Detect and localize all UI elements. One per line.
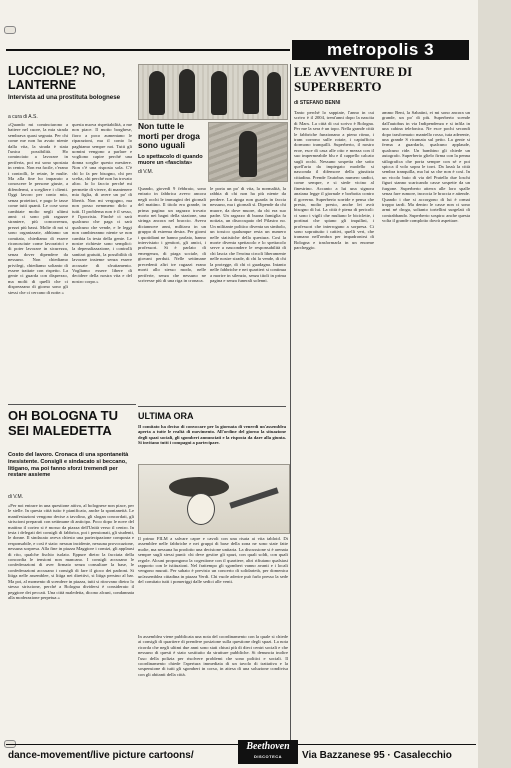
benni-col1: Tanto perché lo sappiate, l'anno in cui scrivo è il 2004, trent'anni dopo la nascita di Marx. La città di cui scrivo è Bologna. Per me la sera è un topo. Nella grande città le fabbriche funzionano a pieno ritmo, i tram corrono sulle rotaie, i capiufficio dormono tranquilli. Superberto, il nostro eroe, esce di casa alle otto e mezza con il suo impermeabile blu e il cappello calcato sugli occhi. Nessuno sospetta che sotto quell'aria da impiegato modello si nasconda il difensore della giustizia cittadina. Prende l'autobus numero undici, come sempre, e si siede vicino al finestrino. Accanto a lui una signora anziana legge il giornale e borbotta contro il governo. Superberto sorride e pensa che presto, molto presto, anche lei avrà bisogno di lui. La città è piena di pericoli: ci sono i vigili che multano le biciclette, i portinai che spiano gli inquilini, i professori che interrogano a sorpresa. Ci sono soprattutto i cattivi, quelli veri, che tramano nell'ombra per impadronirsi di Bologna e trasformarla in un enorme parcheggio. [294,110,374,251]
accident-photo [208,122,288,182]
photo-figure [149,71,165,115]
girl-illustration [138,464,290,534]
page-edge [478,0,511,768]
benni-title: LE AVVENTURE DI SUPERBERTO [294,64,413,94]
lucciole-headline-block [8,64,136,112]
morti-subtitle: Lo spettacolo di quando muore un «fascista» [138,153,203,167]
lucciole-subtitle: Intervista ad una prostituta bolognese [8,94,121,101]
photo-figure [211,71,227,115]
bologna-title: OH BOLOGNA TU SEI MALEDETTA [8,408,119,438]
benni-col2: ammo Beni, la Sabatini, ei mi sono ancora un grande, un po' di più. Superberto scende dall'autobus in via Indipendenza e si infila in una cabina telefonica. Ne esce pochi secondi dopo trasformato: mantello rosso, tuta aderente, una grande S ricamata sul petto. La gente si ferma a guardarlo, qualcuno applaude, qualcuno ride. Un bambino gli chiede un autografo. Superberto glielo firma con la penna stilografica che porta sempre con sé e poi spicca il volo sopra le torri. Da lassù la città sembra tranquilla, ma lui sa che non è così. In un vicolo buio di via del Pratello due loschi figuri stanno scaricando casse sospette da un furgone. Superberto atterra alle loro spalle senza fare rumore, incrocia le braccia e attende. Quando i due si accorgono di lui è ormai troppo tardi. Ma dentro le casse non ci sono armi né droga, soltanto tortellini surgelati di contrabbando. Superberto sospira: anche questa volta il grande complotto dovrà aspettare. [382,110,470,224]
ultima-ora-intro: Il comitato ha deciso di convocare per la giornata di venerdì un'assemblea aperta a tutte le realtà di movimento. All'ordine del giorno la situazione degli spazi sociali, gli sgomberi annunciati e la risposta da dare alla giunta. Si invitano tutti i compagni a partecipare. [138,424,286,446]
ultima-ora-col2: In assemblea viene pubblicata una nota del coordinamento con la quale si chiede ai consigli di quartiere di prendere posizione sulla questione degli spazi. La nota ricorda che negli ultimi due anni sono stati chiusi più di dieci centri sociali e che nessuno di questi è stato sostituito da strutture pubbliche. Si denuncia inoltre l'uso della polizia per risolvere problemi che sono politici e sociali. Il coordinamento chiede l'apertura immediata di un tavolo di trattativa e la sospensione di tutti gli sgomberi in corso, in attesa di una soluzione condivisa con gli abitanti della città. [138,634,288,677]
morti-body-bottom [138,738,288,739]
binder-hole [4,26,16,34]
morti-body-left: Quando, giovedì 9 febbraio, sono entrato in fabbrica avevo ancora negli occhi le immagini dei giornali del mattino. Il titolo era grande, in prima pagina: un ragazzo trovato morto nei bagni della stazione, una siringa ancora nel braccio. Aveva diciannove anni, militava in un gruppo di estrema destra. Per giorni i quotidiani ne hanno parlato, hanno intervistato i genitori, gli amici, i professori. Si è parlato di emergenza, di piaga sociale, di giovani perduti. Nelle settimane precedenti altri tre ragazzi erano morti allo stesso modo, nelle periferie, senza che nessuno ne scrivesse più di una riga in cronaca. [138,186,206,283]
footer-left-text: dance-movement/live picture cartoons/ [8,750,194,761]
bologna-byline: di V.M. [8,494,24,500]
morti-body-right: le porta un po' di vita, la normalità, la rabbia di chi non ha più niente da perdere. La droga non guarda in faccia nessuno, ma i giornali sì. Dipende da chi muore, da dove muore, da chi era suo padre. Un ragazzo di buona famiglia fa notizia, un disoccupato del Pilastro no. Un militante politico diventa un simbolo, un tossico qualunque resta un numero nelle statistiche della questura. Così la morte diventa spettacolo e lo spettacolo serve a nascondere le responsabilità di chi lascia che l'eroina circoli liberamente nelle nostre strade, di chi la vende, di chi la protegge, di chi ci guadagna. Intanto nelle fabbriche e nei quartieri si continua a morire in silenzio, senza titoli in prima pagina e senza funerali solenni. [210,186,286,283]
morti-title: Non tutte le morti per droga sono uguali [138,122,200,150]
morti-byline: di V.M. [138,168,154,175]
lucciole-byline: a cura di A.S. [8,114,38,120]
lucciole-body-mid: questa nuova rispettabilità, a me non piace. Il motto borghese, fioro a poco aumentano le riparazioni, ma il conto lo paghiamo sempre noi. Tutti gli uomini vengono a parlare e vogliono capire perché una donna sceglie questo mestiere. Non c'è una risposta sola. C'è chi lo fa per bisogno, chi per scelta, chi perché non ha trovato altro. Io lo faccio perché mi permette di vivere, di mantenere mia figlia, di avere un po' di libertà. Non mi vergogno, ma non posso nemmeno dirlo a tutti. Il problema non è il sesso, è l'ipocrisia. Finché ci sarà qualcuno che paga ci sarà qualcuno che vende, e le leggi non cambieranno niente se non cambia la testa della gente. Le nostre richieste sono semplici: la depenalizzazione, i controlli sanitari gratuiti, la possibilità di lavorare insieme senza essere accusate di sfruttamento. Vogliamo essere libere di decidere della nostra vita e del nostro corpo.» [72,122,132,284]
lucciole-body-left: «Quando mi cominciarono a battere nel cuore, la mia strada sembrava quasi segnata. Per chi come me non ha avuto niente dalla vita, la strada è stata l'unica possibilità. Ho cominciato a lavorare in periferia, poi mi sono spostata in centro. Non era facile, c'erano i controlli, le retate, le multe. Ma alla fine ho imparato a conoscere le persone giuste, a difendermi, a scegliere i clienti. Oggi lavoro per conto mio, senza protettori, e pago le tasse come tutti quanti. Le cose sono cambiate molto negli ultimi anni: ci sono più ragazze straniere, più concorrenza, prezzi più bassi. Molte di noi si sono organizzate, abbiamo un comitato, chiediamo di essere riconosciute come lavoratrici e di poter lavorare in sicurezza, senza dover dipendere da nessuno. Non chiediamo privilegi, chiediamo soltanto di essere trattate con rispetto. La gente ci guarda con disprezzo, ma molti di quelli che ci disprezzano di giorno sono gli stessi che ci cercano di notte.» [8,122,68,295]
bologna-rule [8,404,136,405]
arm-shape [229,487,278,508]
logo-subtext: DISCOTECA [253,754,283,759]
bologna-subtitle: Costo del lavoro. Cronaca di una spontaneità inesistente. Consigli e sindacato si beccano, litigano, ma poi fanno sforzi tremendi per restare assieme [8,452,129,479]
photo-figure [179,69,195,113]
discoteca-logo [238,740,298,764]
footer-right-text: Via Bazzanese 95 · Casalecchio [302,750,452,761]
ultima-ora-rule [138,406,286,407]
lucciole-title: LUCCIOLE? NO, LANTERNE [8,64,106,92]
bologna-body: «Per noi entrare in una questione attiva, al bolognese non piace, per le stelle. In questa città tutto è pianificato, anche la spontaneità. Le manifestazioni vengono decise a tavolino, gli slogan concordati, gli striscioni preparati con settimane di anticipo. Poco dopo le nove del mattino il corteo si è mosso da piazza dell'Unità verso il centro. In testa i delegati dei consigli di fabbrica, poi i pensionati, gli studenti, le donne. Il sindacato aveva chiesto una partecipazione composta e responsabile, e così è stato: nessun incidente, nessuna provocazione, nessuna sorpresa. Alla fine in piazza Maggiore i comizi, gli applausi di rito, qualche fischio isolato. Eppure dietro la facciata della concordia le tensioni non mancano. I consigli accusano le confederazioni di aver firmato senza consultare la base, le confederazioni accusano i consigli di fare il gioco dei padroni. Si litiga nelle assemblee, si litiga nei direttivi, si litiga persino al bar. Ma poi, al momento di scendere in piazza, tutti si ritrovano dietro lo stesso striscione, perché a Bologna dividersi è considerato il peggiore dei peccati. Una città maledetta, dicono alcuni, condannata alla moderazione perpetua.» [8,503,134,600]
face-shape [187,493,215,525]
photo-figure [267,72,281,116]
benni-byline: di STEFANO BENNI [294,100,341,106]
women-photo [138,64,288,120]
logo-text: Beethoven [246,741,290,752]
section-title: metropolis 3 [292,40,469,60]
ultima-ora-col1: Il primo FILM a salvare capre e cavoli con una risata ai vita tabloid. Di assemblee nelle fabbriche e nei gruppi di base della zona ne sono state fatte molte, ma nessuna ha prodotto una decisione unitaria. La discussione si è arenata sempre sugli stessi punti: chi deve gestire gli spazi, con quali soldi, con quali regole. Alcuni propongono la cogestione con il quartiere, altri rifiutano qualsiasi rapporto con le istituzioni. Nel frattempo gli sgomberi vanno avanti e i locali vengono murati. Per sabato è previsto un concerto di solidarietà, per domenica un'assemblea cittadina in piazza Verdi. Chi vuole aderire può farlo presso la sede del comitato tutti i pomeriggi dalle sedici alle venti. [138,536,288,585]
photo-figure [243,70,259,114]
column-divider [290,64,291,740]
photo-figure [239,131,257,177]
ultima-ora-label: ULTIMA ORA [138,411,194,421]
morti-headline-block [138,122,206,182]
masthead-rule [6,49,290,51]
